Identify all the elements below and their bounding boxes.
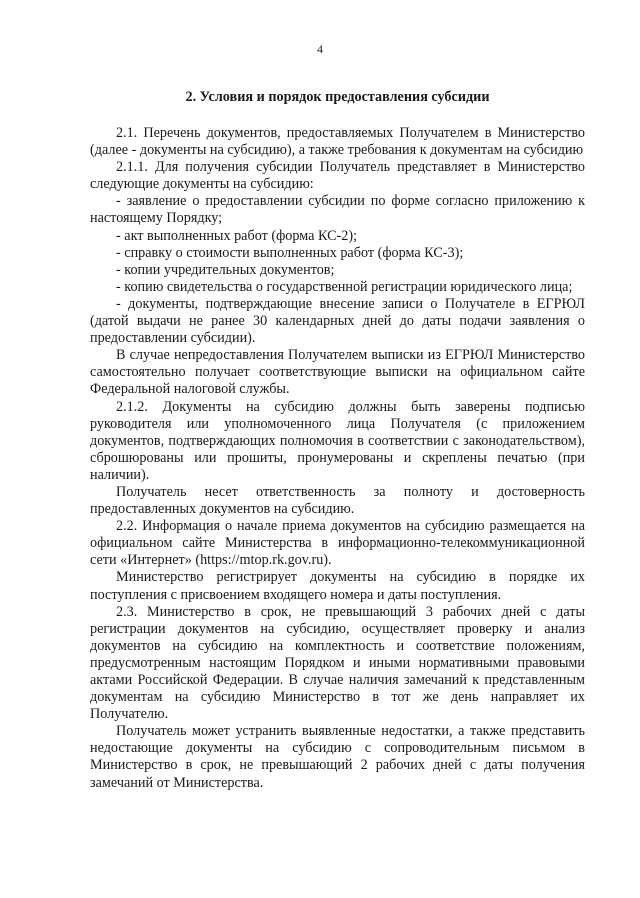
paragraph-2-1-2: 2.1.2. Документы на субсидию должны быть заверены подписью руководителя или уполномоченного лица Получателя (с приложением документов, подтверждающих полномочия в соответствии с законодательством), сброшюрованы или прошиты, пронумерованы и скреплены печатью (при наличии). bbox=[90, 398, 585, 483]
list-item-egrul-documents: - документы, подтверждающие внесение записи о Получателе в ЕГРЮЛ (датой выдачи не ранее 30 календарных дней до даты подачи заявления о предоставлении субсидии). bbox=[90, 295, 585, 347]
list-item-application: - заявление о предоставлении субсидии по форме согласно приложению к настоящему Порядку; bbox=[90, 193, 585, 227]
paragraph-responsibility: Получатель несет ответственность за полноту и достоверность предоставленных документов на субсидию. bbox=[90, 483, 585, 518]
list-item-charter-copies: - копии учредительных документов; bbox=[116, 261, 335, 278]
list-item-ks2: - акт выполненных работ (форма КС-2); bbox=[116, 227, 358, 244]
paragraph-corrections: Получатель может устранить выявленные недостатки, а также представить недостающие документы на субсидию с сопроводительным письмом в Министерство в срок, не превышающий 2 рабочих дней с даты получения замечаний от Министерства. bbox=[90, 723, 585, 791]
paragraph-registration: Министерство регистрирует документы на субсидию в порядке их поступления с присвоением входящего номера и даты поступления. bbox=[90, 569, 585, 603]
paragraph-egrul-extract: В случае непредоставления Получателем выписки из ЕГРЮЛ Министерство самостоятельно получает соответствующие выписки на официальном сайте Федеральной налоговой службы. bbox=[90, 347, 585, 398]
page-number: 4 bbox=[317, 42, 323, 56]
paragraph-2-3: 2.3. Министерство в срок, не превышающий 3 рабочих дней с даты регистрации документов на субсидию, осуществляет проверку и анализ документов на субсидию на комплектность и соответствие положениям, предусмотренным настоящим Порядком и иными нормативными правовыми актами Российской Федерации. В случае наличия замечаний к представленным документам на субсидию Министерство в тот же день направляет их Получателю. bbox=[90, 603, 585, 723]
list-item-registration-certificate: - копию свидетельства о государственной регистрации юридического лица; bbox=[116, 278, 573, 295]
section-heading: 2. Условия и порядок предоставления субсидии bbox=[185, 89, 490, 105]
paragraph-2-1: 2.1. Перечень документов, предоставляемых Получателем в Министерство (далее - документы на субсидию), а также требования к документам на субсидию bbox=[90, 125, 585, 159]
list-item-ks3: - справку о стоимости выполненных работ (форма КС-3); bbox=[116, 244, 464, 261]
document-body bbox=[90, 125, 585, 792]
paragraph-2-2: 2.2. Информация о начале приема документов на субсидию размещается на официальном сайте Министерства в информационно-телекоммуникационной сети «Интернет» (https://mtop.rk.gov.ru). bbox=[90, 518, 585, 569]
paragraph-2-1-1: 2.1.1. Для получения субсидии Получатель представляет в Министерство следующие документы на субсидию: bbox=[90, 159, 585, 193]
